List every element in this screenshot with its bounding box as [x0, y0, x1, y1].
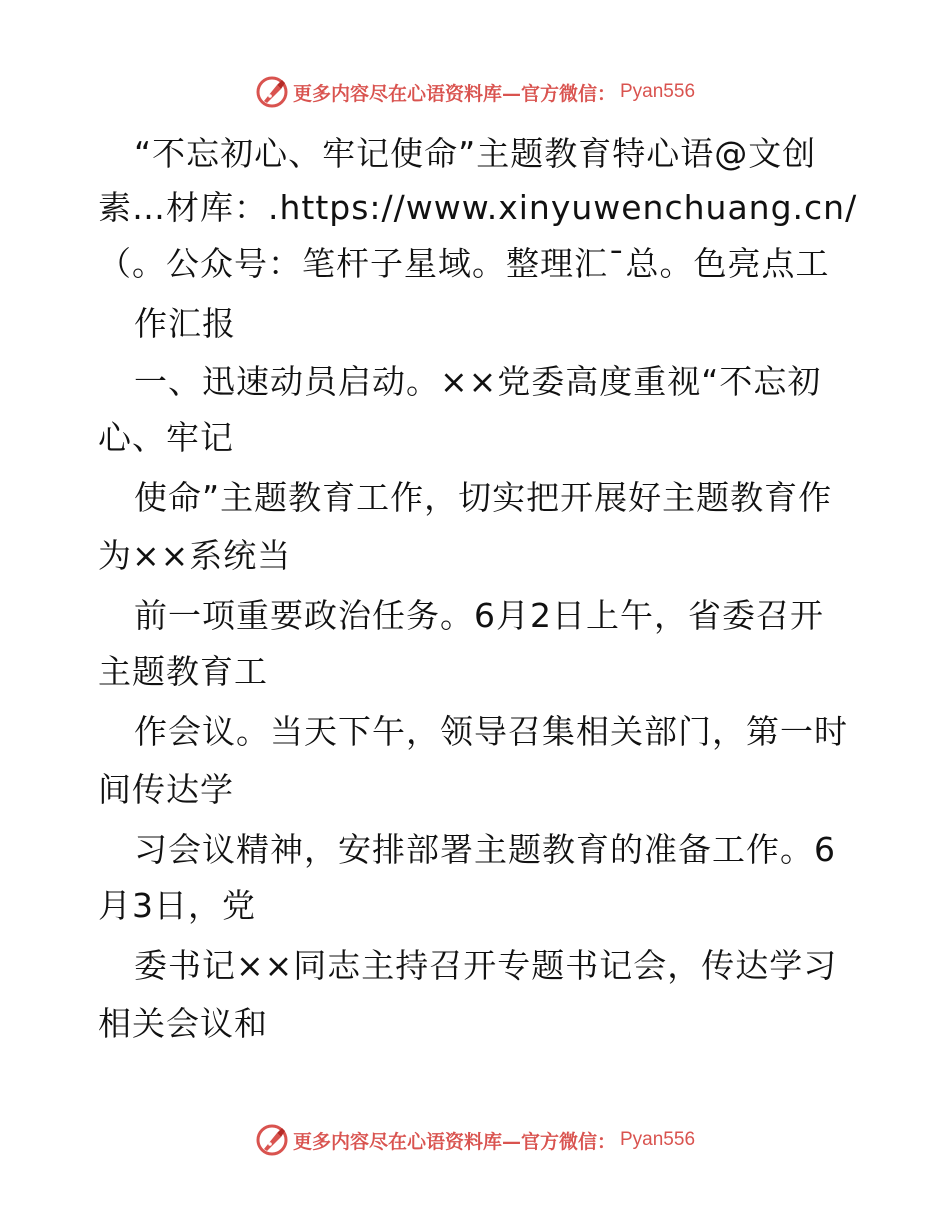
header-banner-text: 更多内容尽在心语资料库—官方微信： [292, 82, 616, 105]
body-line: 主题教育工 [98, 652, 268, 691]
body-line: 月3日，党 [98, 886, 256, 925]
body-line: 使命”主题教育工作，切实把开展好主题教育作 [134, 478, 833, 517]
body-line: 间传达学 [98, 770, 234, 809]
body-line: 为××系统当 [98, 536, 292, 575]
body-line: 前一项重要政治任务。6月2日上午，省委召开 [134, 596, 824, 635]
body-line: 习会议精神，安排部署主题教育的准备工作。6 [134, 830, 836, 869]
body-line: 素…材库：.https://www.xinyuwenchuang.cn/ [98, 188, 858, 227]
body-line: 作会议。当天下午，领导召集相关部门，第一时 [134, 712, 848, 751]
pen-nib-logo-icon [255, 1123, 289, 1157]
body-line: 委书记××同志主持召开专题书记会，传达学习 [134, 946, 838, 985]
footer-wechat-id: Pyan556 [620, 1129, 696, 1150]
body-line: （。公众号：笔杆子星域。整理汇¯总。色亮点工 [98, 244, 830, 283]
body-line: 作汇报 [134, 304, 236, 343]
header-wechat-id: Pyan556 [620, 81, 696, 102]
body-line: 心、牢记 [98, 418, 234, 457]
body-line: 一、迅速动员启动。××党委高度重视“不忘初 [134, 362, 822, 401]
footer-banner-text: 更多内容尽在心语资料库—官方微信： [292, 1130, 616, 1153]
footer-banner [0, 1120, 950, 1160]
body-line: 相关会议和 [98, 1004, 268, 1043]
body-line: “不忘初心、牢记使命”主题教育特心语@文创 [134, 134, 817, 173]
footer-banner-inner [255, 1123, 695, 1157]
